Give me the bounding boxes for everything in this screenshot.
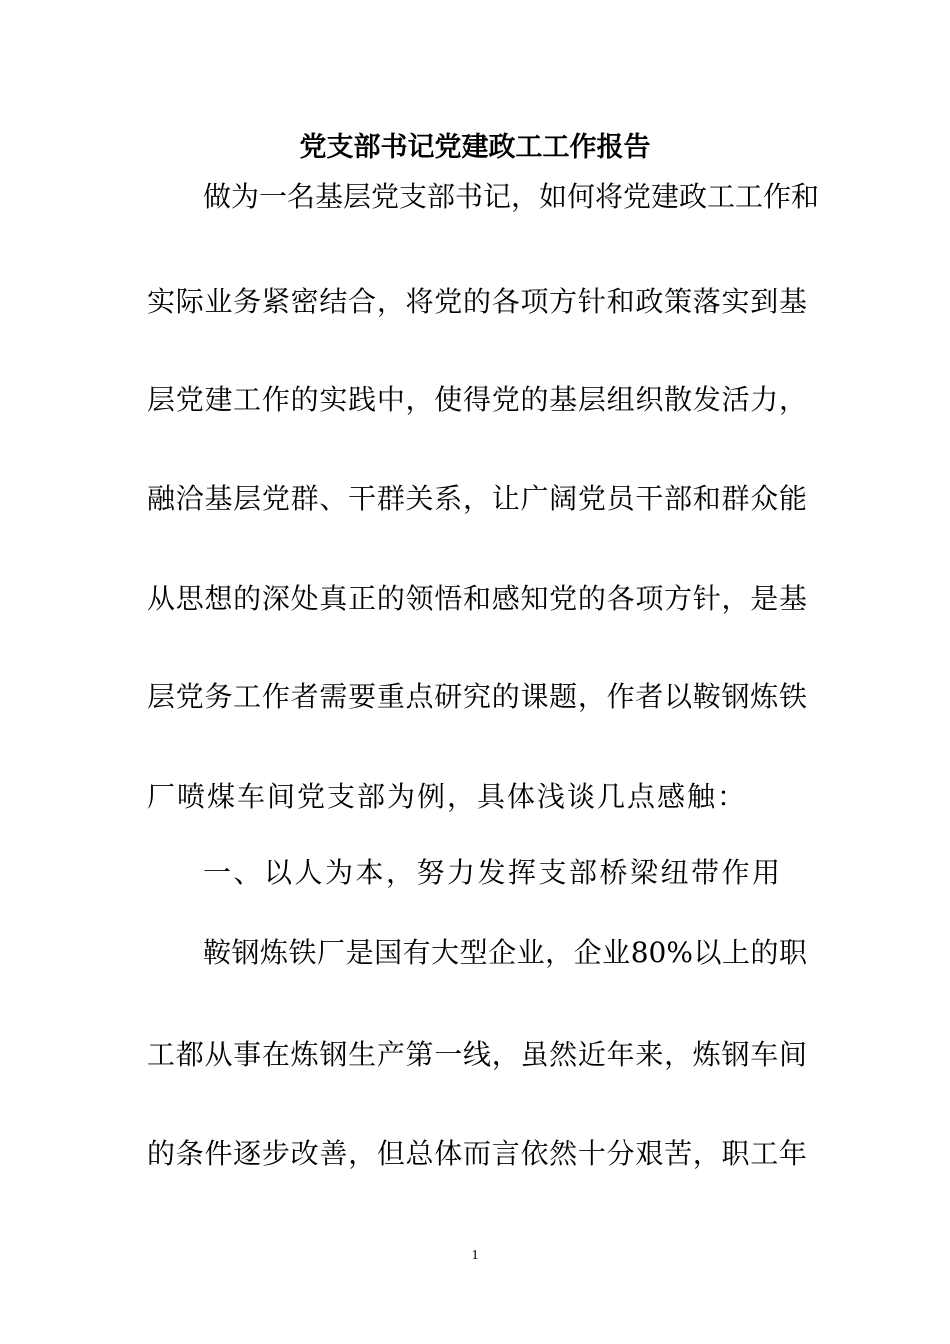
paragraph-line: 厂喷煤车间党支部为例，具体浅谈几点感触： xyxy=(147,780,748,813)
paragraph-line: 的条件逐步改善，但总体而言依然十分艰苦，职工年 xyxy=(147,1137,807,1170)
paragraph-line: 融洽基层党群、干群关系，让广阔党员干部和群众能 xyxy=(147,482,807,515)
section-heading: 一、以人为本，努力发挥支部桥梁纽带作用 xyxy=(203,856,783,889)
paragraph-line: 层党建工作的实践中，使得党的基层组织散发活力， xyxy=(147,383,807,416)
paragraph-line: 从思想的深处真正的领悟和感知党的各项方针，是基 xyxy=(147,582,807,615)
paragraph-line: 工都从事在炼钢生产第一线，虽然近年来，炼钢车间 xyxy=(147,1038,807,1071)
paragraph-line: 做为一名基层党支部书记，如何将党建政工工作和 xyxy=(203,180,820,213)
paragraph-line: 鞍钢炼铁厂是国有大型企业，企业80%以上的职 xyxy=(203,936,807,969)
document-title: 党支部书记党建政工工作报告 xyxy=(299,132,651,163)
page-number: 1 xyxy=(471,1248,479,1263)
paragraph-line: 实际业务紧密结合，将党的各项方针和政策落实到基 xyxy=(147,285,807,318)
paragraph-line: 层党务工作者需要重点研究的课题，作者以鞍钢炼铁 xyxy=(147,680,807,713)
